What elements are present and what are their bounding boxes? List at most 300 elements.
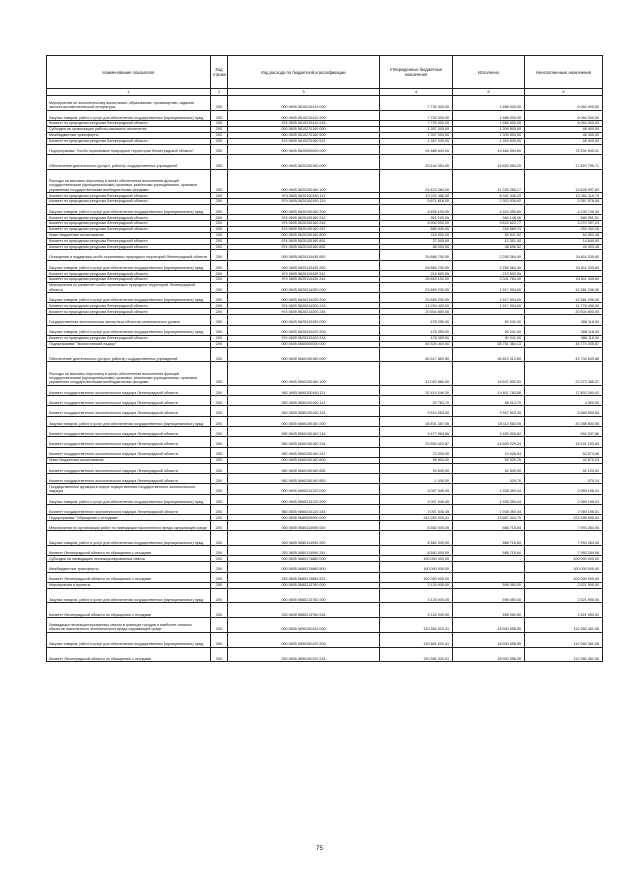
row-rest: 4 550,00 (525, 396, 603, 406)
row-rest: 570,24 (525, 474, 603, 484)
row-name: Комитет государственного экологического надзора Ленинградской области (47, 406, 211, 416)
row-name: Комитет по природным ресурсам Ленинградской области (47, 335, 211, 341)
row-plan: 130 581 020,41 (380, 618, 453, 633)
row-code: 200 (211, 335, 228, 341)
row-rest: 2 521 950,00 (525, 588, 603, 603)
row-kbk: 974 0605 5620100160 852 (228, 244, 380, 250)
row-done: 11 245 286,17 (453, 169, 525, 193)
row-done: 52 500,00 (453, 463, 525, 473)
row-kbk: 982 0605 5660100160 852 (228, 463, 380, 473)
table-row (47, 647, 603, 662)
row-plan: 20 604 800,00 (380, 309, 453, 315)
row-code: 200 (211, 588, 228, 603)
table-row (47, 238, 603, 244)
row-done: 18 500 558,95 (453, 618, 525, 633)
row-code: 200 (211, 204, 228, 214)
row-done: 90 241,00 (453, 335, 525, 341)
row-done: 1 938 350,44 (453, 504, 525, 514)
row-name: Комитет Ленинградской области по обращению с отходами (47, 572, 211, 582)
row-done: 598 050,00 (453, 603, 525, 618)
row-rest: 388 118,00 (525, 335, 603, 341)
table-row (47, 504, 603, 514)
row-kbk: 974 0605 5620100160 111 (228, 193, 380, 199)
row-rest: 48 400,00 (525, 138, 603, 144)
column-number: 3 (228, 89, 380, 96)
row-plan: 38 401 387,55 (380, 416, 453, 426)
table-row (47, 271, 603, 277)
table-row (47, 546, 603, 556)
row-name: Закупка товаров, работ и услуг для обеспечения государственных (муниципальных) нужд (47, 416, 211, 426)
row-done: 1 938 350,44 (453, 494, 525, 504)
column-number: 4 (380, 89, 453, 96)
row-rest: 7 993 284,06 (525, 521, 603, 531)
row-rest: 24 611 335,60 (525, 250, 603, 260)
row-done: 18 112 583,00 (453, 416, 525, 426)
table-row (47, 618, 603, 633)
row-rest: 32 381 296,00 (525, 293, 603, 303)
header-code: Код строки (211, 56, 228, 89)
row-plan: 5 671 818,00 (380, 198, 453, 204)
row-done: 12 351,00 (453, 238, 525, 244)
row-name: Комитет государственного экологического надзора Ленинградской области (47, 504, 211, 514)
row-plan: 80 517 853,55 (380, 347, 453, 362)
row-done: 3 483 926,82 (453, 426, 525, 436)
row-name: Закупка товаров, работ и услуг для обеспечения государственных (муниципальных) нужд (47, 531, 211, 546)
table-row (47, 362, 603, 386)
row-code: 200 (211, 385, 228, 395)
row-kbk: 000 0605 5620110430 200 (228, 260, 380, 270)
row-name: Межбюджетные трансферты (47, 562, 211, 572)
row-code: 200 (211, 484, 228, 494)
header-rest: Неисполненные назначения (525, 56, 603, 89)
row-rest: 388 118,00 (525, 325, 603, 335)
row-done: 1 309 500,00 (453, 132, 525, 138)
row-code: 200 (211, 132, 228, 138)
table-row (47, 204, 603, 214)
table-row (47, 126, 603, 132)
row-kbk: 974 0605 5620100160 247 (228, 226, 380, 232)
row-code: 200 (211, 618, 228, 633)
row-name: Закупка товаров, работ и услуг для обеспечения государственных (муниципальных) нужд (47, 325, 211, 335)
table-row (47, 154, 603, 169)
row-rest: 4 130 749,40 (525, 204, 603, 214)
row-code: 200 (211, 250, 228, 260)
table-row (47, 474, 603, 484)
row-kbk: 000 0605 5690152420 200 (228, 632, 380, 647)
row-plan: 478 359,00 (380, 335, 453, 341)
row-plan: 42 020 865,00 (380, 362, 453, 386)
row-done: 598 050,00 (453, 582, 525, 588)
row-name: Комитет по природным ресурсам Ленинградской области (47, 276, 211, 282)
table-row (47, 463, 603, 473)
row-done: 1 517 904,00 (453, 293, 525, 303)
budget-table (46, 55, 603, 662)
row-rest: 17 823 799,71 (525, 154, 603, 169)
row-kbk: 982 0605 5660100160 119 (228, 406, 380, 416)
row-rest: 2 521 950,00 (525, 603, 603, 618)
row-name: Комитет государственного экологического надзора Ленинградской области (47, 474, 211, 484)
row-name: Подпрограмма "Особо охраняемые природные территории Ленинградской области" (47, 144, 211, 154)
row-plan: 130 581 020,41 (380, 632, 453, 647)
row-code: 200 (211, 515, 228, 521)
row-name: Ликвидация несанкционированных свалок в границах городов и наиболее опасных объектов накопленного экологического вреда окружающей среде (47, 618, 211, 633)
row-kbk: 974 0605 5620214200 243 (228, 303, 380, 309)
header-kbk: Код расхода по бюджетной классификации (228, 56, 380, 89)
row-kbk: 000 0605 5620310420 200 (228, 325, 380, 335)
table-row (47, 110, 603, 120)
row-name: Мероприятия по организации работ по ликвидации накопленного вреда окружающей среде (47, 521, 211, 531)
row-code: 200 (211, 193, 228, 199)
row-kbk: 000 0605 5620100160 100 (228, 169, 380, 193)
row-done: 2 255 364,40 (453, 260, 525, 270)
row-plan: 7 730 000,00 (380, 96, 453, 111)
row-done: 1 666 000,00 (453, 96, 525, 111)
row-rest: 112 080 461,56 (525, 618, 603, 633)
row-rest: 6 064 000,00 (525, 110, 603, 120)
row-name: Мероприятия по экологическому воспитанию, образованию, просвещению, изданию эколого-просветительской литературы (47, 96, 211, 111)
row-kbk: 000 0605 5690152420 000 (228, 618, 380, 633)
row-plan: 3 120 000,00 (380, 588, 453, 603)
row-kbk: 253 0605 5680174880 521 (228, 572, 380, 582)
row-code: 200 (211, 546, 228, 556)
row-rest: 20 604 800,00 (525, 309, 603, 315)
row-code: 200 (211, 572, 228, 582)
row-name: Субсидия на организацию работы школьных лесничеств (47, 126, 211, 132)
row-rest: 13 628 997,83 (525, 169, 603, 193)
table-row (47, 632, 603, 647)
row-name: Комитет по природным ресурсам Ленинградской области (47, 244, 211, 250)
row-done: 38 596,52 (453, 244, 525, 250)
row-code: 200 (211, 457, 228, 463)
row-code: 200 (211, 226, 228, 232)
table-row (47, 144, 603, 154)
row-code: 200 (211, 603, 228, 618)
row-rest: 53 573,06 (525, 447, 603, 457)
row-code: 200 (211, 416, 228, 426)
row-done: 8 941 346,25 (453, 193, 525, 199)
row-rest: 23 373 365,07 (525, 362, 603, 386)
row-plan: 7 730 000,00 (380, 120, 453, 126)
row-done (453, 562, 525, 572)
row-plan: 73 000,00 (380, 447, 453, 457)
row-kbk: 000 0605 5610270160 000 (228, 126, 380, 132)
row-plan: 8 455 100,00 (380, 204, 453, 214)
row-kbk: 982 0605 5660100160 853 (228, 474, 380, 484)
row-plan: 32 414 046,30 (380, 385, 453, 395)
row-rest: 19 241 193,63 (525, 437, 603, 447)
row-kbk: 000 0605 5620214200 200 (228, 293, 380, 303)
table-row (47, 303, 603, 309)
row-code: 200 (211, 325, 228, 335)
row-done: 15 620 554,20 (453, 154, 525, 169)
row-code: 200 (211, 271, 228, 277)
row-plan: 4 477 964,68 (380, 426, 453, 436)
row-rest: 10 261 119,75 (525, 193, 603, 199)
table-row (47, 556, 603, 562)
row-done: - (453, 556, 525, 562)
row-kbk: 000 0605 5610270160 500 (228, 132, 380, 138)
row-kbk: 000 0605 5620000000 000 (228, 144, 380, 154)
row-plan: 130 581 020,41 (380, 647, 453, 662)
row-plan: 26 866 700,00 (380, 250, 453, 260)
row-code: 200 (211, 276, 228, 282)
row-done: 326 569,74 (453, 226, 525, 232)
table-row (47, 120, 603, 126)
row-plan: 92 763,70 (380, 396, 453, 406)
row-done: 3 947 503,35 (453, 406, 525, 416)
row-plan: 1 000,00 (380, 474, 453, 484)
row-done: 598 050,00 (453, 588, 525, 603)
row-code: 200 (211, 215, 228, 221)
row-code: 200 (211, 198, 228, 204)
row-rest: 586 951,91 (525, 215, 603, 221)
row-rest: 24 611 335,60 (525, 260, 603, 270)
row-code: 200 (211, 341, 228, 347)
row-rest: 253 430,26 (525, 226, 603, 232)
row-rest: 3 367 878,08 (525, 198, 603, 204)
table-row (47, 315, 603, 325)
table-row (47, 347, 603, 362)
row-code: 200 (211, 293, 228, 303)
row-plan: 4 007 546,45 (380, 484, 453, 494)
row-name: Комитет по природным ресурсам Ленинградской области (47, 198, 211, 204)
row-plan: 33 899 200,00 (380, 293, 453, 303)
row-plan: 13 294 400,00 (380, 303, 453, 309)
row-code: 200 (211, 154, 228, 169)
row-done: 18 500 558,95 (453, 647, 525, 662)
table-row (47, 276, 603, 282)
row-code: 200 (211, 437, 228, 447)
row-rest: 49 403,48 (525, 244, 603, 250)
table-row (47, 416, 603, 426)
column-number: 2 (211, 89, 228, 96)
row-plan: 19 202 466,00 (380, 193, 453, 199)
row-done: 14 611 783,88 (453, 385, 525, 395)
row-rest: 42 100,00 (525, 463, 603, 473)
table-row (47, 562, 603, 572)
row-code: 200 (211, 463, 228, 473)
row-code: 200 (211, 647, 228, 662)
table-row (47, 335, 603, 341)
row-rest: 14 649,00 (525, 238, 603, 244)
row-code: 200 (211, 396, 228, 406)
table-row (47, 250, 603, 260)
row-kbk: 000 0605 5610210410 200 (228, 110, 380, 120)
row-plan: 3 120 000,00 (380, 603, 453, 618)
row-plan: 88 000,00 (380, 244, 453, 250)
row-name: Подпрограмма "Экологический надзор" (47, 341, 211, 347)
table-row (47, 226, 603, 232)
row-kbk: 000 0605 5680174880 500 (228, 562, 380, 572)
row-kbk: 000 0605 5620110430 000 (228, 250, 380, 260)
table-row (47, 193, 603, 199)
row-name: Комитет государственного экологического надзора Ленинградской области (47, 437, 211, 447)
row-rest: 20 288 804,55 (525, 416, 603, 426)
row-kbk: 000 0605 5680000000 000 (228, 515, 380, 521)
row-plan: 1 357 000,00 (380, 132, 453, 138)
row-kbk: 982 0605 5660100160 111 (228, 385, 380, 395)
row-name: Комитет по природным ресурсам Ленинградской области (47, 238, 211, 244)
row-done: 1 938 350,44 (453, 484, 525, 494)
row-code: 200 (211, 309, 228, 315)
row-name: Комитет по природным ресурсам Ленинградской области (47, 215, 211, 221)
row-rest: 43 704 839,86 (525, 347, 603, 362)
row-name: Комитет по природным ресурсам Ленинградской области (47, 271, 211, 277)
report-sheet (46, 55, 602, 662)
row-rest: 994 037,86 (525, 426, 603, 436)
row-rest: 100 000 000,00 (525, 572, 603, 582)
row-done: 38 751 364,13 (453, 341, 525, 347)
table-row (47, 521, 603, 531)
row-done: 18 647 500,93 (453, 362, 525, 386)
row-name: Закупка товаров, работ и услуг для обеспечения государственных (муниципальных) нужд (47, 293, 211, 303)
row-rest: 100 000 000,00 (525, 556, 603, 562)
table-row (47, 572, 603, 582)
row-code: 200 (211, 260, 228, 270)
row-code: 200 (211, 521, 228, 531)
row-rest: 100 000 000,00 (525, 562, 603, 572)
table-row (47, 447, 603, 457)
row-kbk: 000 0605 5620100160 000 (228, 154, 380, 169)
row-plan: 7 730 000,00 (380, 110, 453, 120)
table-row (47, 603, 603, 618)
row-kbk: 974 0605 5620214200 245 (228, 309, 380, 315)
column-number: 1 (47, 89, 211, 96)
column-number: 6 (525, 89, 603, 96)
row-plan: 94 688 643,00 (380, 144, 453, 154)
row-plan: 95 600,00 (380, 457, 453, 463)
row-plan: 6 904 000,00 (380, 221, 453, 227)
row-kbk: 000 0605 5660100160 800 (228, 457, 380, 463)
row-plan: 33 850 422,87 (380, 437, 453, 447)
row-plan: 8 582 000,00 (380, 521, 453, 531)
row-done: 1 309 500,00 (453, 126, 525, 132)
row-code: 200 (211, 232, 228, 238)
row-code: 200 (211, 556, 228, 562)
row-plan: 213 600,00 (380, 271, 453, 277)
header-done: Исполнено (453, 56, 525, 89)
row-kbk: 000 0605 5660000000 000 (228, 341, 380, 347)
row-code: 200 (211, 531, 228, 546)
row-name: Комитет по природным ресурсам Ленинградской области (47, 120, 211, 126)
row-name: Комитет государственного экологического надзора Ленинградской области (47, 463, 211, 473)
row-kbk: 982 0605 5660100160 112 (228, 396, 380, 406)
row-plan: 478 359,00 (380, 325, 453, 335)
row-code: 200 (211, 120, 228, 126)
row-rest: 11 776 496,00 (525, 303, 603, 309)
row-done: 90 241,00 (453, 315, 525, 325)
row-plan: 115 000,00 (380, 232, 453, 238)
row-done: 2 255 364,40 (453, 250, 525, 260)
row-code: 200 (211, 110, 228, 120)
row-name: Мероприятия по развитию особо охраняемых природных территорий Ленинградской области (47, 282, 211, 292)
row-done: 19 484 093,69 (453, 144, 525, 154)
row-kbk: 000 0605 5680213760 000 (228, 582, 380, 588)
row-plan: 27 000,00 (380, 238, 453, 244)
column-number-row (47, 89, 603, 96)
header-row (47, 56, 603, 89)
row-plan: 33 444 354,00 (380, 154, 453, 169)
row-plan: 4 007 546,45 (380, 494, 453, 504)
row-plan: 100 000 000,00 (380, 572, 453, 582)
row-name: Мероприятия и проекты (47, 582, 211, 588)
row-plan: 3 120 000,00 (380, 582, 453, 588)
row-rest: 48 400,00 (525, 132, 603, 138)
row-name: Комитет по природным ресурсам Ленинградской области (47, 193, 211, 199)
row-rest: 42 670,24 (525, 457, 603, 463)
column-number: 5 (453, 89, 525, 96)
row-name: Закупка товаров, работ и услуг для обеспечения государственных (муниципальных) нужд (47, 260, 211, 270)
row-done: 3 633 622,77 (453, 221, 525, 227)
row-code: 200 (211, 362, 228, 386)
row-done: 588 715,84 (453, 521, 525, 531)
row-code: 200 (211, 504, 228, 514)
row-done: 213 600,00 (453, 271, 525, 277)
row-rest: 2 069 196,01 (525, 494, 603, 504)
row-name: Комитет Ленинградской области по обращению с отходами (47, 603, 211, 618)
row-kbk: 974 0605 5620100160 851 (228, 238, 380, 244)
table-row (47, 96, 603, 111)
table-row (47, 221, 603, 227)
row-name: Обеспечение деятельности (услуги, работы) государственных учреждений (47, 347, 211, 362)
row-rest: 2 069 196,01 (525, 504, 603, 514)
row-plan: 9 514 054,00 (380, 406, 453, 416)
row-code: 200 (211, 303, 228, 309)
row-kbk: 000 0605 5620100160 800 (228, 232, 380, 238)
row-name: Закупка товаров, работ и услуг для обеспечения государственных (муниципальных) нужд (47, 204, 211, 214)
row-name: Комитет государственного экологического надзора Ленинградской области (47, 447, 211, 457)
row-kbk: 974 0605 5620100160 119 (228, 198, 380, 204)
row-rest: 45 774 035,87 (525, 341, 603, 347)
row-kbk: 982 0605 5660100160 244 (228, 437, 380, 447)
row-kbk: 253 0605 5680213760 244 (228, 603, 380, 618)
row-rest: 2 069 196,01 (525, 484, 603, 494)
row-plan: 580 000,00 (380, 226, 453, 232)
row-code: 200 (211, 144, 228, 154)
row-kbk: 974 0605 5610210410 244 (228, 120, 380, 126)
row-kbk: 253 0605 5690152420 244 (228, 647, 380, 662)
page-number: 75 (316, 846, 323, 852)
row-name: Оснащение и поддержка особо охраняемых природных территорий Ленинградской области (47, 250, 211, 260)
row-name: Государственная экологическая экспертиза объектов регионального уровня (47, 315, 211, 325)
table-row (47, 198, 603, 204)
row-done (453, 572, 525, 582)
row-name: Комитет по природным ресурсам Ленинградской области (47, 221, 211, 227)
row-plan: 100 000 000,00 (380, 562, 453, 572)
row-kbk: 000 0605 5660100160 100 (228, 362, 380, 386)
table-row (47, 437, 603, 447)
table-row (47, 588, 603, 603)
table-row (47, 325, 603, 335)
row-done: 2 041 764,40 (453, 276, 525, 282)
table-row (47, 494, 603, 504)
row-kbk: 974 0605 5610270160 521 (228, 138, 380, 144)
row-rest: 222 595 695,62 (525, 515, 603, 521)
table-row (47, 396, 603, 406)
row-kbk: 974 0605 5620100160 242 (228, 215, 380, 221)
header-plan: Утвержденные бюджетные назначения (380, 56, 453, 89)
table-row (47, 385, 603, 395)
table-row (47, 215, 603, 221)
table-row (47, 406, 603, 416)
row-rest: 17 802 264,42 (525, 385, 603, 395)
row-rest: 112 080 461,56 (525, 647, 603, 662)
row-kbk: 000 0605 5660100160 000 (228, 347, 380, 362)
row-code: 200 (211, 426, 228, 436)
row-rest: 7 993 284,06 (525, 546, 603, 556)
table-row (47, 293, 603, 303)
row-code: 200 (211, 138, 228, 144)
